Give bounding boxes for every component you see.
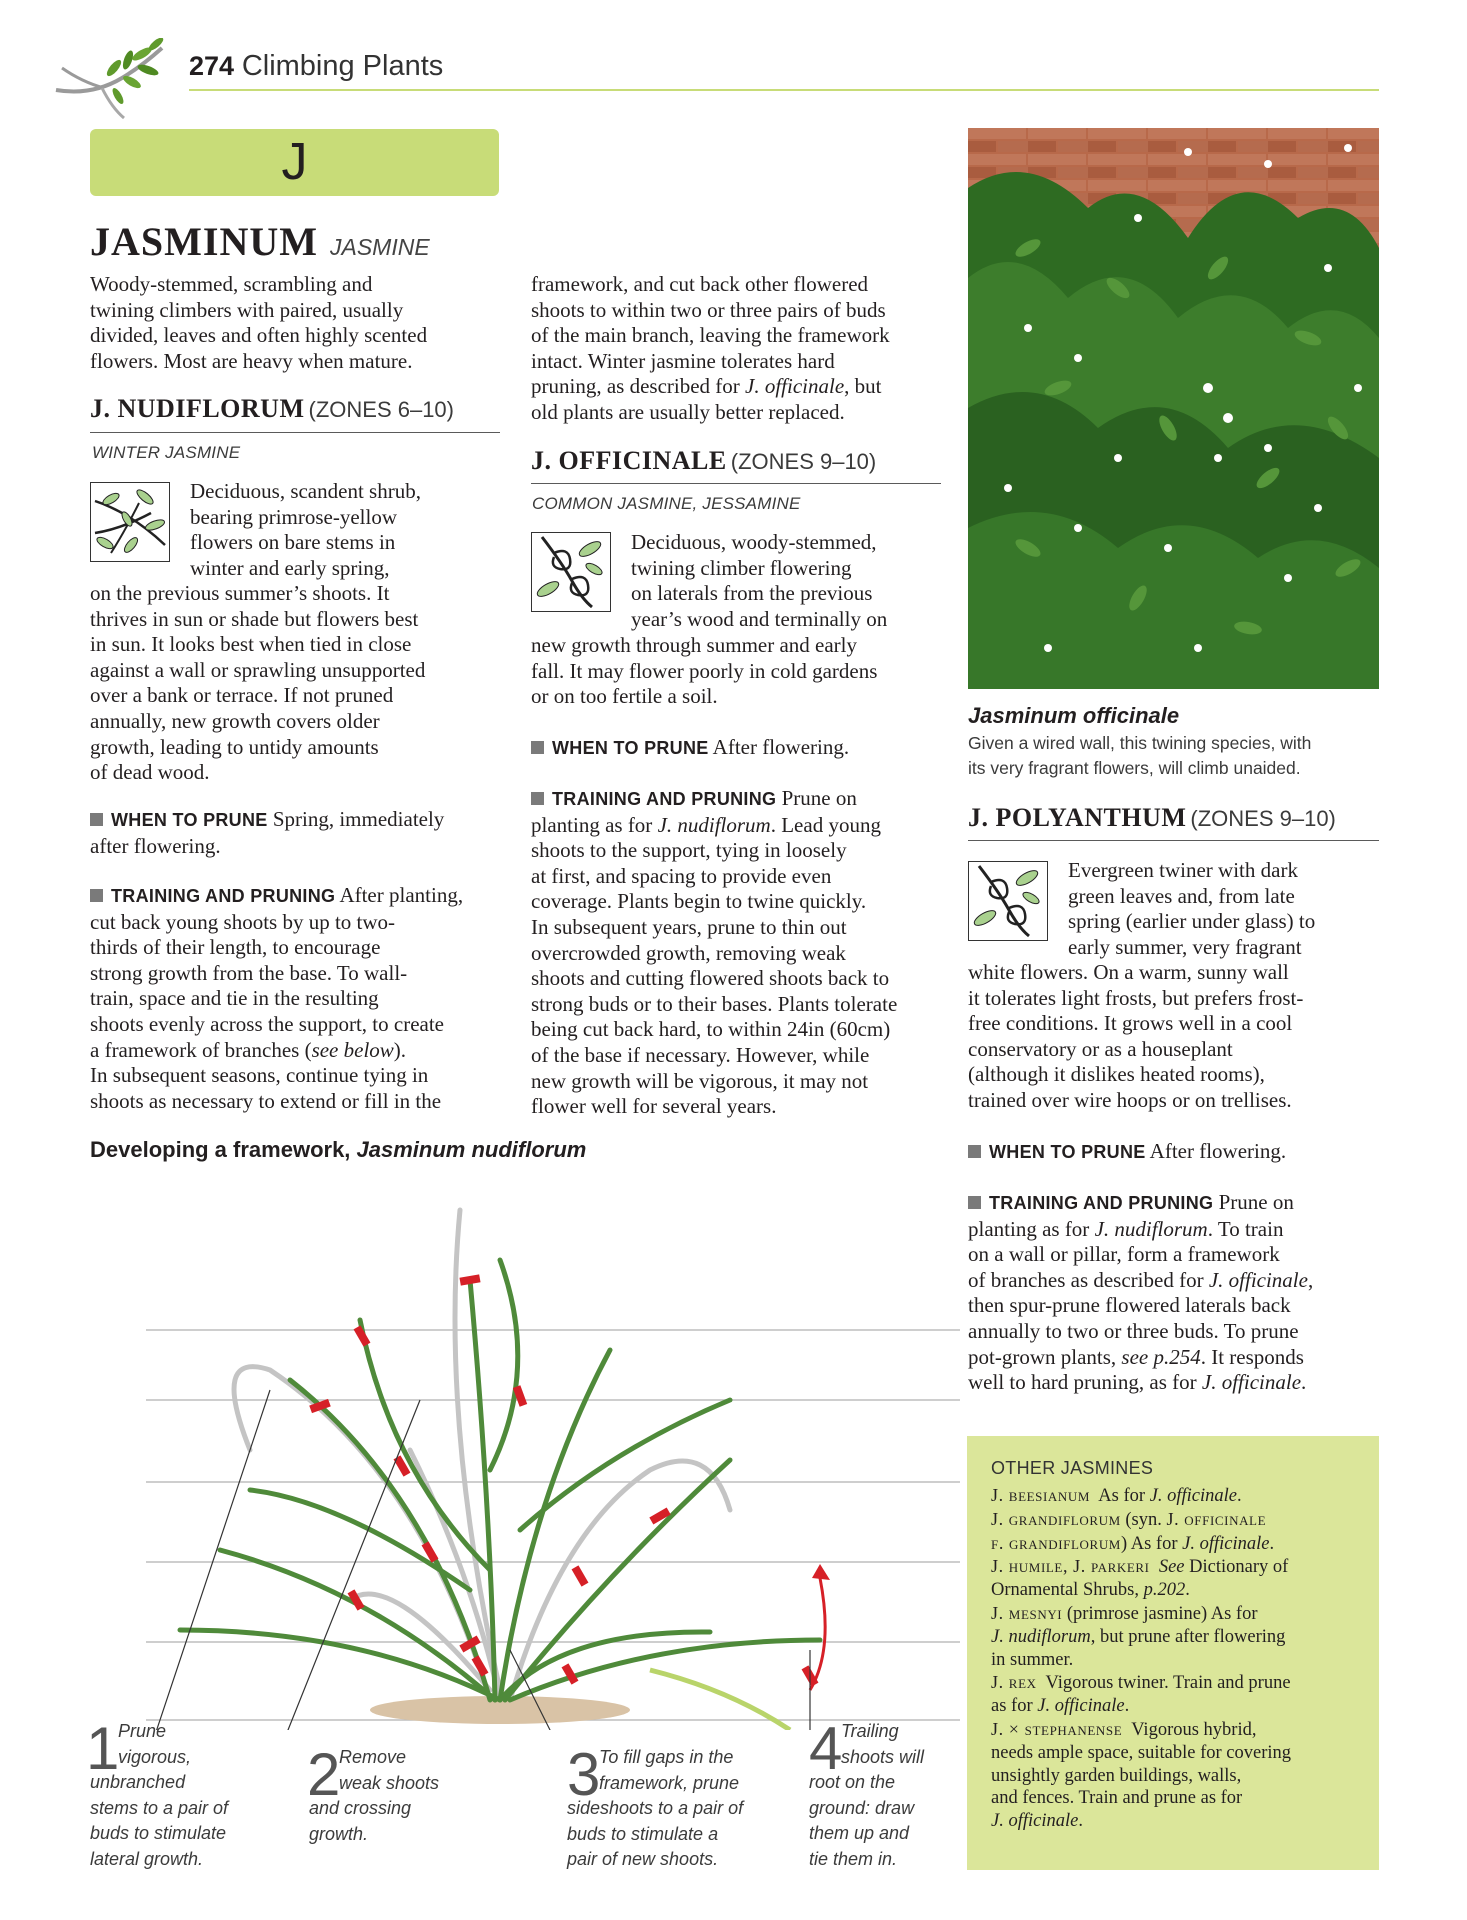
step-4 (809, 1715, 959, 1873)
text-line: old plants are usually better replaced. (531, 399, 845, 424)
list-item (991, 1649, 1371, 1672)
genus-intro (90, 272, 510, 374)
text-line: trained over wire hoops or on trellises. (968, 1087, 1292, 1112)
text-line: unbranched (90, 1772, 186, 1793)
text-span: . (1078, 1811, 1083, 1832)
list-item (991, 1765, 1371, 1788)
letter-tab (90, 129, 499, 196)
text-span: , but prune after flowering (1090, 1626, 1286, 1647)
text-span: a framework of branches ( (90, 1037, 312, 1062)
text-span: . It responds (1200, 1344, 1304, 1369)
nudiflorum-heading (90, 394, 454, 428)
text-span: planting as for (531, 812, 658, 837)
species-ref: J. nudiflorum (657, 812, 771, 837)
when-label: WHEN TO PRUNE (111, 810, 268, 830)
text-span: and fences. Train and prune as for (991, 1788, 1243, 1809)
photo-caption (968, 731, 1311, 781)
step-number: 3 (567, 1741, 601, 1808)
genus-name: JASMINUM (90, 219, 318, 264)
text-line: Given a wired wall, this twining species, with (968, 733, 1312, 753)
zones-label: (ZONES 6–10) (308, 397, 454, 422)
list-item (991, 1695, 1371, 1718)
text-span: planting as for (968, 1216, 1095, 1241)
text-line: conservatory or as a houseplant (968, 1036, 1233, 1061)
text-line: Woody-stemmed, scrambling and (90, 272, 373, 296)
shrub-habit-icon (90, 482, 170, 562)
text-line: annually, new growth covers older (90, 708, 380, 733)
text-span: pot-grown plants, (968, 1344, 1122, 1369)
text-span: Ornamental Shrubs, (991, 1580, 1144, 1601)
officinale-when (531, 735, 849, 762)
text-span: ) As for (1120, 1533, 1183, 1554)
genus-heading (90, 220, 430, 273)
header-rule (189, 89, 1379, 91)
polyanthum-desc-indented (1068, 858, 1315, 960)
genus-common-name: JASMINE (329, 234, 430, 260)
text-span: J. grandiflorum (991, 1508, 1121, 1529)
text-span: J. rex (991, 1672, 1037, 1693)
section-rule (531, 483, 941, 484)
text-line: In subsequent years, prune to thin out (531, 914, 847, 939)
list-item (991, 1532, 1371, 1556)
text-line: shoots and cutting flowered shoots back to (531, 966, 890, 991)
polyanthum-when (968, 1139, 1286, 1166)
list-item (991, 1742, 1371, 1765)
page-header (189, 47, 443, 84)
officinale-common-name: COMMON JASMINE, JESSAMINE (532, 494, 801, 513)
text-line: new growth through summer and early (531, 633, 858, 657)
list-item (991, 1555, 1371, 1579)
text-line: intact. Winter jasmine tolerates hard (531, 348, 835, 373)
text-line: over a bank or terrace. If not pruned (90, 683, 394, 708)
bullet-square (90, 813, 103, 826)
framework-illustration (90, 1170, 960, 1730)
text-line: cut back young shoots by up to two- (90, 909, 396, 934)
text-line: on a wall or pillar, form a framework (968, 1242, 1280, 1267)
zones-label: (ZONES 9–10) (730, 449, 877, 474)
officinale-heading (531, 446, 876, 480)
list-item (991, 1718, 1371, 1742)
text-line: In subsequent seasons, continue tying in (90, 1063, 429, 1088)
text-span: . Lead young (770, 812, 881, 837)
species-ref: J. nudiflorum (1094, 1216, 1208, 1241)
text-line: annually to two or three buds. To prune (968, 1318, 1299, 1343)
text-line: strong buds or to their bases. Plants tolerate (531, 991, 898, 1016)
when-label: WHEN TO PRUNE (552, 738, 709, 758)
text-line: green leaves and, from late (1068, 883, 1295, 908)
page-reference: see p.254 (1121, 1344, 1201, 1369)
col2-continuation (531, 272, 890, 426)
text-span: J. nudiflorum (991, 1626, 1091, 1647)
text-span: pruning, as described for (531, 374, 746, 399)
text-span: . (1301, 1370, 1307, 1395)
list-item (991, 1602, 1371, 1626)
text-span: J. mesnyi (991, 1602, 1063, 1623)
species-ref: J. officinale (1201, 1370, 1302, 1395)
other-jasmines-title: OTHER JASMINES (991, 1458, 1154, 1478)
step-2 (307, 1741, 489, 1847)
text-line: shoots as necessary to extend or fill in the (90, 1088, 442, 1113)
text-line: winter and early spring, (190, 555, 390, 580)
list-item (991, 1787, 1371, 1810)
text-span: , (1307, 1267, 1314, 1292)
text-line: train, space and tie in the resulting (90, 986, 379, 1011)
zones-label: (ZONES 9–10) (1190, 806, 1336, 831)
cross-reference: see below (311, 1037, 394, 1062)
bullet-square (90, 889, 103, 902)
text-span: J. officinale (1037, 1696, 1125, 1717)
text-line: (although it dislikes heated rooms), (968, 1062, 1265, 1087)
text-line: white flowers. On a warm, sunny wall (968, 960, 1289, 984)
list-item (991, 1671, 1371, 1695)
text-line: new growth will be vigorous, it may not (531, 1068, 869, 1093)
text-span: J. officinale (991, 1811, 1079, 1832)
species-name: J. POLYANTHUM (968, 803, 1187, 832)
text-line: stems to a pair of (90, 1797, 229, 1818)
step-number: 1 (86, 1715, 120, 1782)
text-line: twining climber flowering (631, 555, 852, 580)
text-span: (primrose jasmine) As for (1066, 1603, 1258, 1624)
nudiflorum-when (90, 807, 444, 859)
training-label: TRAINING AND PRUNING (552, 789, 777, 809)
text-span: J. beesianum (991, 1485, 1091, 1505)
text-line: on laterals from the previous (631, 581, 873, 606)
text-line: buds to stimulate a (567, 1823, 719, 1844)
text-line: buds to stimulate (90, 1823, 227, 1844)
text-span: J. humile, J. parkeri (991, 1556, 1150, 1577)
other-jasmines-list (991, 1484, 1371, 1833)
text-line: year’s wood and terminally on (631, 606, 888, 631)
text-span: J. × stephanense (991, 1718, 1123, 1739)
text-line: growth. (309, 1823, 369, 1844)
text-line: lateral growth. (90, 1848, 204, 1869)
text-line: sideshoots to a pair of (567, 1798, 744, 1819)
text-line: twining climbers with paired, usually (90, 297, 404, 322)
text-span: f. grandiflorum (991, 1532, 1121, 1553)
other-jasmines-panel (967, 1436, 1379, 1870)
step-3 (567, 1741, 797, 1873)
text-line: thirds of their length, to encourage (90, 935, 381, 960)
text-line: flower well for several years. (531, 1094, 777, 1119)
text-line: Deciduous, woody-stemmed, (631, 530, 877, 554)
text-span: Vigorous hybrid, (1131, 1719, 1257, 1740)
list-item (991, 1626, 1371, 1649)
diagram-title (90, 1137, 586, 1163)
text-line: overcrowded growth, removing weak (531, 940, 846, 965)
text-line: Remove (339, 1747, 407, 1767)
text-line: framework, prune (599, 1772, 740, 1793)
text-line: tie them in. (809, 1848, 898, 1869)
text-span: . (1269, 1533, 1275, 1554)
list-item (991, 1484, 1371, 1508)
officinale-desc (531, 633, 877, 710)
text-line: vigorous, (118, 1746, 192, 1767)
text-line: on the previous summer’s shoots. It (90, 581, 390, 605)
text-line: of the main branch, leaving the framework (531, 323, 890, 348)
text-line: After planting, (339, 883, 464, 907)
text-span: J. officinale (1149, 1486, 1238, 1506)
step-text (567, 1741, 797, 1873)
text-line: shoots to within two or three pairs of buds (531, 297, 886, 322)
text-span: in summer. (991, 1649, 1074, 1670)
text-line: early summer, very fragrant (1068, 934, 1302, 959)
text-line: root on the (809, 1772, 896, 1793)
list-item (991, 1810, 1371, 1833)
step-text (90, 1719, 290, 1873)
section-rule (90, 432, 500, 433)
step-number: 2 (307, 1741, 341, 1808)
text-span: See (1158, 1557, 1185, 1578)
text-line: flowers. Most are heavy when mature. (90, 348, 413, 373)
nudiflorum-desc-indented (190, 479, 421, 581)
officinale-training (531, 786, 897, 1120)
text-span: well to hard pruning, as for (968, 1370, 1202, 1395)
text-span: needs ample space, suitable for covering (991, 1742, 1291, 1763)
polyanthum-training (968, 1190, 1313, 1396)
text-line: growth, leading to untidy amounts (90, 734, 379, 759)
list-item (991, 1508, 1371, 1532)
text-line: then spur-prune flowered laterals back (968, 1293, 1291, 1318)
text-line: and crossing (309, 1798, 412, 1819)
text-span: After flowering. (1149, 1139, 1287, 1163)
text-line: Spring, immediately (272, 807, 445, 831)
text-line: spring (earlier under glass) to (1068, 909, 1316, 934)
step-number: 4 (809, 1715, 843, 1782)
text-line: free conditions. It grows well in a cool (968, 1011, 1293, 1036)
text-span: Prune on (1218, 1190, 1294, 1214)
text-line: thrives in sun or shade but flowers best (90, 606, 419, 631)
species-name: J. NUDIFLORUM (90, 394, 305, 423)
text-line: framework, and cut back other flowered (531, 272, 869, 296)
text-line: strong growth from the base. To wall- (90, 960, 408, 985)
text-span: (syn. (1125, 1509, 1167, 1530)
nudiflorum-common-name: WINTER JASMINE (92, 443, 241, 462)
section-title: Climbing Plants (241, 50, 444, 82)
bullet-square (968, 1196, 981, 1209)
page-number: 274 (189, 51, 235, 81)
header-sprig-icon (52, 38, 167, 120)
text-span: . To train (1207, 1216, 1284, 1241)
bullet-square (531, 741, 544, 754)
training-label: TRAINING AND PRUNING (111, 886, 336, 906)
list-item (991, 1579, 1371, 1602)
text-span: Prune on (781, 786, 857, 810)
nudiflorum-training (90, 883, 463, 1114)
text-span: Vigorous twiner. Train and prune (1045, 1673, 1291, 1694)
text-line: of dead wood. (90, 760, 210, 785)
text-line: its very fragrant flowers, will climb unaided. (968, 758, 1301, 778)
text-span: As for (1098, 1486, 1150, 1506)
text-line: ground: draw (809, 1797, 915, 1818)
officinale-desc-indented (631, 530, 887, 632)
text-line: Prune (118, 1721, 167, 1741)
text-line: after flowering. (90, 833, 221, 858)
text-line: shoots to the support, tying in loosely (531, 838, 847, 863)
text-line: being cut back hard, to within 24in (60cm) (531, 1017, 891, 1042)
text-span: . (1237, 1486, 1242, 1506)
text-line: in sun. It looks best when tied in close (90, 632, 412, 657)
text-span: , but (844, 374, 882, 399)
text-line: fall. It may flower poorly in cold gardens (531, 658, 878, 683)
polyanthum-desc (968, 960, 1303, 1114)
text-span: J. officinale (1182, 1533, 1270, 1554)
text-line: them up and (809, 1823, 910, 1844)
section-rule (968, 840, 1379, 841)
training-label: TRAINING AND PRUNING (989, 1193, 1214, 1213)
text-line: it tolerates light frosts, but prefers frost- (968, 985, 1304, 1010)
text-line: Deciduous, scandent shrub, (190, 479, 421, 503)
text-line: bearing primrose-yellow (190, 504, 398, 529)
text-line: divided, leaves and often highly scented (90, 323, 428, 348)
bullet-square (531, 792, 544, 805)
text-span: ). (393, 1037, 407, 1062)
text-line: shoots evenly across the support, to create (90, 1011, 444, 1036)
photo-caption-title: Jasminum officinale (968, 703, 1180, 728)
text-span: p.202 (1143, 1580, 1186, 1601)
bullet-square (968, 1145, 981, 1158)
text-span: . (1124, 1696, 1130, 1717)
polyanthum-heading (968, 803, 1336, 837)
text-span: as for (991, 1696, 1038, 1717)
twining-habit-icon (531, 532, 611, 612)
text-span: Developing a framework, (90, 1137, 357, 1162)
text-span: of branches as described for (968, 1267, 1209, 1292)
text-span: After flowering. (712, 735, 850, 759)
text-line: Trailing (841, 1721, 899, 1741)
text-span: . (1185, 1580, 1190, 1601)
text-line: at first, and spacing to provide even (531, 863, 832, 888)
text-line: shoots will (841, 1746, 925, 1767)
text-line: pair of new shoots. (567, 1849, 719, 1870)
text-line: of the base if necessary. However, while (531, 1042, 870, 1067)
species-name: J. OFFICINALE (531, 446, 727, 475)
species-ref: Jasminum nudiflorum (356, 1137, 587, 1162)
jasmine-photo (968, 128, 1379, 689)
text-line: Evergreen twiner with dark (1068, 858, 1298, 882)
letter-tab-label: J (281, 133, 308, 191)
species-ref: J. officinale (745, 374, 845, 399)
text-span: Dictionary of (1184, 1557, 1289, 1578)
text-span: J. officinale (1166, 1508, 1267, 1529)
twining-habit-icon (968, 861, 1048, 941)
text-span: unsightly garden buildings, walls, (991, 1765, 1242, 1786)
step-1 (86, 1715, 290, 1873)
when-label: WHEN TO PRUNE (989, 1142, 1146, 1162)
text-line: weak shoots (339, 1772, 440, 1793)
text-line: coverage. Plants begin to twine quickly. (531, 889, 867, 914)
text-line: against a wall or sprawling unsupported (90, 657, 426, 682)
text-line: or on too fertile a soil. (531, 684, 718, 709)
nudiflorum-desc (90, 581, 425, 786)
text-line: flowers on bare stems in (190, 530, 396, 555)
text-line: To fill gaps in the (599, 1747, 734, 1767)
species-ref: J. officinale (1208, 1267, 1308, 1292)
